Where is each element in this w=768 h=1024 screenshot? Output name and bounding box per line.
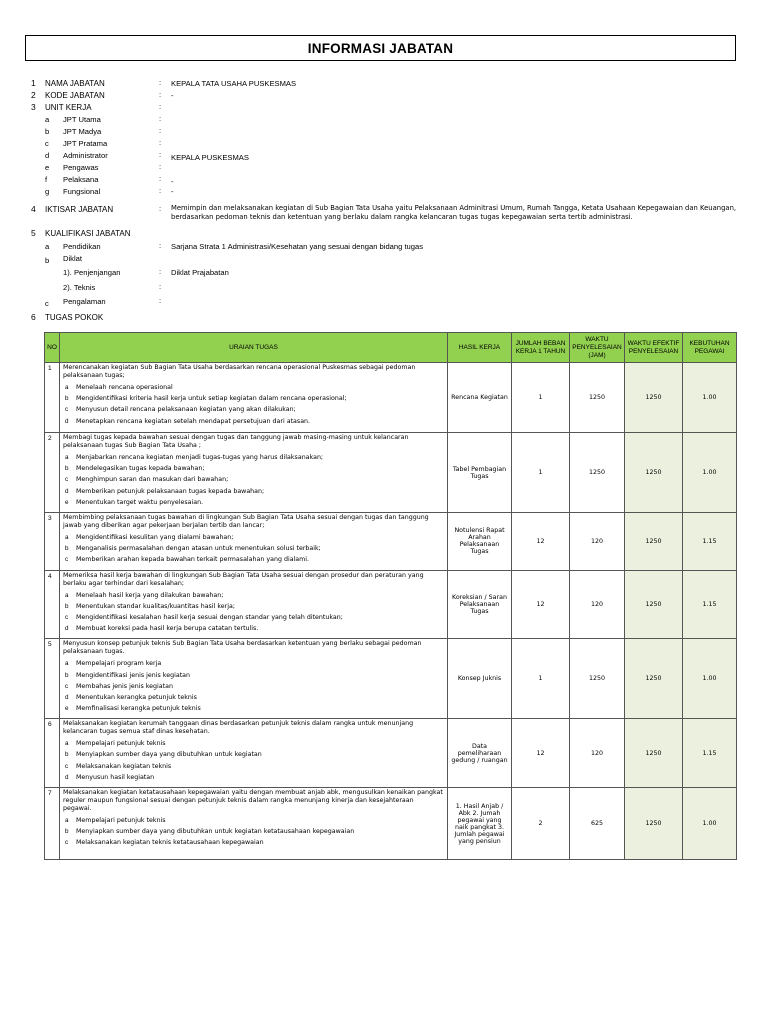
field-penjenjangan <box>30 267 750 282</box>
subtask-letter: c <box>65 762 69 770</box>
subtask-text: Melaksanakan kegiatan teknis ketatausahaan kepegawaian <box>76 839 264 847</box>
hasil-kerja-cell: Konsep Juknis <box>448 639 512 719</box>
header-uraian-tugas: URAIAN TUGAS <box>60 333 448 363</box>
subtask-text: Memfinalisasi kerangka petunjuk teknis <box>76 705 201 713</box>
subtask-letter: a <box>65 384 69 391</box>
field-value: KEPALA TATA USAHA PUSKESMAS <box>171 79 297 88</box>
subtask-text: Menentukan target waktu penyelesaian. <box>76 498 204 506</box>
subtask-letter: a <box>65 454 69 461</box>
row-number: 6 <box>45 719 60 788</box>
field-letter: b <box>45 256 50 265</box>
unit-label: Pelaksana <box>63 175 99 184</box>
kebutuhan-pegawai-cell: 1.00 <box>683 639 737 719</box>
field-value: Sarjana Strata 1 Administrasi/Kesehatan yang sesuai dengan bidang tugas <box>171 242 424 251</box>
field-colon: : <box>159 162 162 171</box>
subtask-text: Menyusun hasil kegiatan <box>76 773 155 781</box>
field-nama-jabatan <box>30 78 750 90</box>
table-row <box>45 433 737 513</box>
unit-pelaksana <box>30 174 750 186</box>
subtask-text: Mengidentifikasi kesulitan yang dialami bawahan; <box>76 534 234 541</box>
task-main-text: Melaksanakan kegiatan ketatausahaan kepegawaian yaitu dengan membuat anjab abk, mengusulkan kenaikan pangkat reguler maupun fungsional sesuai dengan petunjuk teknis dalam rangka menunjang kinerja dan kesejahteraan pegawai. <box>63 789 443 812</box>
waktu-efektif-cell: 1250 <box>625 513 683 571</box>
jumlah-beban-cell: 12 <box>512 719 570 788</box>
field-label: IKTISAR JABATAN <box>45 205 114 214</box>
subtask-item <box>63 592 444 600</box>
waktu-penyelesaian-cell: 120 <box>570 570 625 639</box>
unit-label: Administrator <box>63 151 108 160</box>
header-waktu-penyelesaian: WAKTU PENYELESAIAN (JAM) <box>570 333 625 363</box>
subtask-item <box>63 817 444 825</box>
subtask-item <box>63 534 444 542</box>
row-number: 4 <box>45 570 60 639</box>
task-description <box>60 363 448 433</box>
unit-jpt-madya <box>30 126 750 138</box>
table-row <box>45 639 737 719</box>
subtask-letter: d <box>65 417 69 425</box>
subtask-item <box>63 465 444 473</box>
subtask-item <box>63 660 444 668</box>
subtask-text: Menetapkan rencana kegiatan setelah mendapat persetujuan dari atasan. <box>76 417 311 425</box>
field-pendidikan <box>30 241 750 253</box>
table-row <box>45 513 737 571</box>
task-main-text: Membagi tugas kepada bawahan sesuai dengan tugas dan tanggung jawab masing-masing untuk kelancaran pelaksanaan tugas Sub Bagian Tata Usaha ; <box>63 434 409 449</box>
subtask-letter: d <box>65 487 69 495</box>
unit-letter: e <box>45 163 50 172</box>
subtask-item <box>63 406 444 414</box>
task-main-text: Memeriksa hasil kerja bawahan di lingkungan Sub Bagian Tata Usaha sesuai dengan prosedur dan peraturan yang berlaku agar terhindar dari kesalahan; <box>63 571 424 587</box>
field-label: Pengalaman <box>63 297 106 306</box>
subtask-item <box>63 603 444 611</box>
unit-letter: a <box>45 115 50 124</box>
task-description <box>60 570 448 639</box>
subtask-text: Mendelegasikan tugas kepada bawahan; <box>76 465 205 473</box>
field-tugas-pokok <box>30 312 750 324</box>
field-number: 3 <box>31 102 36 112</box>
waktu-efektif-cell: 1250 <box>625 639 683 719</box>
subtask-item <box>63 625 444 633</box>
table-row <box>45 788 737 860</box>
hasil-kerja-cell: Notulensi Rapat Arahan Pelaksanaan Tugas <box>448 513 512 571</box>
subtask-item <box>63 476 444 484</box>
unit-jpt-pratama <box>30 138 750 150</box>
jumlah-beban-cell: 12 <box>512 570 570 639</box>
waktu-efektif-cell: 1250 <box>625 719 683 788</box>
jumlah-beban-cell: 1 <box>512 363 570 433</box>
subtask-letter: a <box>65 817 69 824</box>
subtask-letter: e <box>65 705 69 713</box>
subtask-item <box>63 499 444 507</box>
field-colon: : <box>159 174 162 183</box>
field-label: UNIT KERJA <box>45 103 92 112</box>
field-label: TUGAS POKOK <box>45 313 104 322</box>
subtask-item <box>63 763 444 771</box>
table-row <box>45 363 737 433</box>
subtask-item <box>63 454 444 462</box>
header-waktu-efektif: WAKTU EFEKTIF PENYELESAIAN <box>625 333 683 363</box>
subtask-item <box>63 418 444 426</box>
waktu-penyelesaian-cell: 120 <box>570 719 625 788</box>
field-label: 1). Penjenjangan <box>63 268 121 277</box>
subtask-item <box>63 488 444 496</box>
field-number: 2 <box>31 90 36 100</box>
subtask-letter: a <box>65 660 69 668</box>
waktu-penyelesaian-cell: 1250 <box>570 363 625 433</box>
field-diklat <box>30 253 750 267</box>
subtask-text: Menelaah rencana operasional <box>76 384 173 391</box>
unit-label: Fungsional <box>63 187 101 196</box>
subtask-item <box>63 545 444 553</box>
subtask-item <box>63 705 444 713</box>
field-pengalaman <box>30 296 750 312</box>
field-colon: : <box>159 78 162 87</box>
subtask-text: Menyiapkan sumber daya yang dibutuhkan untuk kegiatan <box>76 751 262 759</box>
page-title: INFORMASI JABATAN <box>25 35 736 61</box>
subtask-letter: d <box>65 773 69 781</box>
jumlah-beban-cell: 12 <box>512 513 570 571</box>
kebutuhan-pegawai-cell: 1.00 <box>683 788 737 860</box>
subtask-letter: d <box>65 625 69 633</box>
field-letter: a <box>45 242 50 251</box>
unit-value: - <box>171 177 174 186</box>
field-colon: : <box>159 126 162 135</box>
subtask-text: Menganalisis permasalahan dengan atasan untuk menentukan solusi terbaik; <box>76 545 321 553</box>
subtask-text: Mempelajari petunjuk teknis <box>76 740 166 748</box>
subtask-letter: a <box>65 591 69 599</box>
header-no: NO <box>45 333 60 363</box>
field-letter: c <box>45 299 49 308</box>
subtask-item <box>63 672 444 680</box>
task-description <box>60 639 448 719</box>
subtask-letter: b <box>65 828 69 836</box>
subtask-letter: c <box>65 682 69 690</box>
subtask-text: Menghimpun saran dan masukan dari bawahan; <box>76 476 229 484</box>
subtask-letter: c <box>65 613 69 621</box>
unit-pengawas <box>30 162 750 174</box>
field-unit-kerja <box>30 102 750 114</box>
subtask-item <box>63 774 444 782</box>
table-header-row <box>45 333 737 363</box>
subtask-letter: b <box>65 395 69 403</box>
jumlah-beban-cell: 1 <box>512 639 570 719</box>
subtask-letter: b <box>65 751 69 759</box>
waktu-penyelesaian-cell: 625 <box>570 788 625 860</box>
subtask-item <box>63 740 444 748</box>
table-row <box>45 570 737 639</box>
kebutuhan-pegawai-cell: 1.15 <box>683 513 737 571</box>
task-main-text: Menyusun konsep petunjuk teknis Sub Bagian Tata Usaha berdasarkan ketentuan yang berlaku sebagai pedoman pelaksanaan tugas. <box>63 640 422 656</box>
subtask-text: Memberikan petunjuk pelaksanaan tugas kepada bawahan; <box>76 487 265 495</box>
waktu-penyelesaian-cell: 120 <box>570 513 625 571</box>
unit-label: JPT Pratama <box>63 139 108 148</box>
subtask-item <box>63 694 444 702</box>
unit-label: JPT Madya <box>63 127 102 136</box>
field-number: 6 <box>31 312 36 322</box>
field-colon: : <box>159 267 162 276</box>
subtask-item <box>63 395 444 403</box>
subtask-item <box>63 556 444 564</box>
task-main-text: Melaksanakan kegiatan kerumah tanggaan dinas berdasarkan petunjuk teknis dalam rangka untuk menunjang kelancaran tugas semua staf dinas kesehatan. <box>63 720 414 736</box>
task-main-text: Merencanakan kegiatan Sub Bagian Tata Usaha berdasarkan rencana operasional Puskesmas sebagai pedoman pelaksanaan tugas; <box>63 364 416 379</box>
field-label: KODE JABATAN <box>45 91 105 100</box>
field-kualifikasi-jabatan <box>30 228 750 241</box>
row-number: 5 <box>45 639 60 719</box>
subtask-letter: b <box>65 671 69 679</box>
subtask-letter: b <box>65 545 69 553</box>
task-description <box>60 513 448 571</box>
field-iktisar-jabatan <box>30 204 750 228</box>
hasil-kerja-cell: Data pemeliharaan gedung / ruangan <box>448 719 512 788</box>
waktu-penyelesaian-cell: 1250 <box>570 639 625 719</box>
subtask-item <box>63 828 444 836</box>
subtask-text: Menentukan standar kualitas/kuantitas hasil kerja; <box>76 602 235 610</box>
unit-value: KEPALA PUSKESMAS <box>171 153 249 162</box>
field-colon: : <box>159 204 162 213</box>
field-value: - <box>171 91 174 100</box>
task-description <box>60 719 448 788</box>
subtask-letter: c <box>65 406 69 414</box>
waktu-efektif-cell: 1250 <box>625 363 683 433</box>
field-colon: : <box>159 102 162 111</box>
task-main-text: Membimbing pelaksanaan tugas bawahan di lingkungan Sub Bagian Tata Usaha sesuai dengan tugas dan tanggung jawab yang diberikan agar pekerjaan berjalan tertib dan lancar; <box>63 514 429 529</box>
subtask-letter: e <box>65 498 69 506</box>
subtask-letter: c <box>65 839 69 847</box>
subtask-text: Menjabarkan rencana kegiatan menjadi tugas-tugas yang harus dilaksanakan; <box>76 454 324 461</box>
field-label: KUALIFIKASI JABATAN <box>45 229 131 238</box>
subtask-letter: d <box>65 693 69 701</box>
row-number: 3 <box>45 513 60 571</box>
field-colon: : <box>159 186 162 195</box>
subtask-text: Melaksanakan kegiatan teknis <box>76 762 172 770</box>
subtask-text: Mengidentifikasi kesalahan hasil kerja sesuai dengan standar yang telah ditentukan; <box>76 613 343 621</box>
row-number: 2 <box>45 433 60 513</box>
waktu-efektif-cell: 1250 <box>625 433 683 513</box>
subtask-letter: c <box>65 476 69 484</box>
iktisar-text: Memimpin dan melaksanakan kegiatan di Sub Bagian Tata Usaha yaitu Pelaksanaan Adminitrasi Umum, Rumah Tangga, Ketata Usahaan Kepegawaian dan Keuangan, berdasarkan pedoman teknis dan ketentuan yang berlaku dalam rangka kelancaran tugas tugas kepegawaian serta tertib administrasi. <box>171 204 737 221</box>
hasil-kerja-cell: Tabel Pembagian Tugas <box>448 433 512 513</box>
subtask-text: Mempelajari petunjuk teknis <box>76 817 166 824</box>
subtask-item <box>63 384 444 392</box>
subtask-text: Menyusun detail rencana pelaksanaan kegiatan yang akan dilakukan; <box>76 406 296 414</box>
unit-letter: f <box>45 175 48 184</box>
row-number: 1 <box>45 363 60 433</box>
field-number: 5 <box>31 228 36 238</box>
field-label: 2). Teknis <box>63 283 96 292</box>
field-colon: : <box>159 241 162 250</box>
kebutuhan-pegawai-cell: 1.15 <box>683 570 737 639</box>
field-teknis <box>30 282 750 296</box>
field-kode-jabatan <box>30 90 750 102</box>
row-number: 7 <box>45 788 60 860</box>
header-kebutuhan-pegawai: KEBUTUHAN PEGAWAI <box>683 333 737 363</box>
subtask-text: Menelaah hasil kerja yang dilakukan bawahan; <box>76 591 224 599</box>
task-description <box>60 788 448 860</box>
field-label: Pendidikan <box>63 242 101 251</box>
kebutuhan-pegawai-cell: 1.00 <box>683 433 737 513</box>
unit-letter: g <box>45 187 50 196</box>
kebutuhan-pegawai-cell: 1.00 <box>683 363 737 433</box>
jumlah-beban-cell: 2 <box>512 788 570 860</box>
subtask-text: Membuat koreksi pada hasil kerja berupa catatan tertulis. <box>76 625 259 633</box>
kebutuhan-pegawai-cell: 1.15 <box>683 719 737 788</box>
unit-letter: c <box>45 139 49 148</box>
task-description <box>60 433 448 513</box>
subtask-text: Membahas jenis jenis kegiatan <box>76 682 173 690</box>
subtask-letter: b <box>65 465 69 473</box>
subtask-text: Mempelajari program kerja <box>76 660 162 668</box>
hasil-kerja-cell: Koreksian / Saran Pelaksanaan Tugas <box>448 570 512 639</box>
unit-label: Pengawas <box>63 163 99 172</box>
subtask-text: Menentukan kerangka petunjuk teknis <box>76 693 197 701</box>
field-number: 4 <box>31 204 36 214</box>
subtask-letter: b <box>65 602 69 610</box>
header-hasil-kerja: HASIL KERJA <box>448 333 512 363</box>
field-colon: : <box>159 90 162 99</box>
unit-letter: d <box>45 151 50 160</box>
field-colon: : <box>159 114 162 123</box>
tugas-pokok-table <box>44 332 737 860</box>
field-colon: : <box>159 282 162 291</box>
field-colon: : <box>159 296 162 305</box>
hasil-kerja-cell: 1. Hasil Anjab / Abk 2. Jumah pegawai yang naik pangkat 3. Jumlah pegawai yang pensiun <box>448 788 512 860</box>
waktu-penyelesaian-cell: 1250 <box>570 433 625 513</box>
jumlah-beban-cell: 1 <box>512 433 570 513</box>
subtask-item <box>63 751 444 759</box>
subtask-letter: c <box>65 556 69 564</box>
field-colon: : <box>159 150 162 159</box>
waktu-efektif-cell: 1250 <box>625 570 683 639</box>
unit-fungsional <box>30 186 750 204</box>
subtask-letter: a <box>65 534 69 541</box>
unit-letter: b <box>45 127 50 136</box>
job-info-section <box>30 78 750 324</box>
table-row <box>45 719 737 788</box>
subtask-text: Memberikan arahan kepada bawahan terkait permasalahan yang dialami. <box>76 556 310 564</box>
subtask-item <box>63 614 444 622</box>
unit-jpt-utama <box>30 114 750 126</box>
field-label: Diklat <box>63 254 82 263</box>
subtask-item <box>63 839 444 847</box>
subtask-text: Mengidentifikasi kriteria hasil kerja untuk setiap kegiatan dalam rencana operasional; <box>76 395 347 403</box>
waktu-efektif-cell: 1250 <box>625 788 683 860</box>
field-colon: : <box>159 138 162 147</box>
subtask-item <box>63 683 444 691</box>
field-label: NAMA JABATAN <box>45 79 105 88</box>
subtask-text: Menyiapkan sumber daya yang dibutuhkan untuk kegiatan ketatausahaan kepegawaian <box>76 828 355 836</box>
field-number: 1 <box>31 78 36 88</box>
unit-value: - <box>171 187 174 196</box>
subtask-letter: a <box>65 740 69 748</box>
unit-administrator <box>30 150 750 162</box>
unit-label: JPT Utama <box>63 115 101 124</box>
hasil-kerja-cell: Rencana Kegiatan <box>448 363 512 433</box>
subtask-text: Mengidentifikasi jenis jenis kegiatan <box>76 671 191 679</box>
field-value: Diklat Prajabatan <box>171 268 229 277</box>
header-jumlah-beban: JUMLAH BEBAN KERJA 1 TAHUN <box>512 333 570 363</box>
